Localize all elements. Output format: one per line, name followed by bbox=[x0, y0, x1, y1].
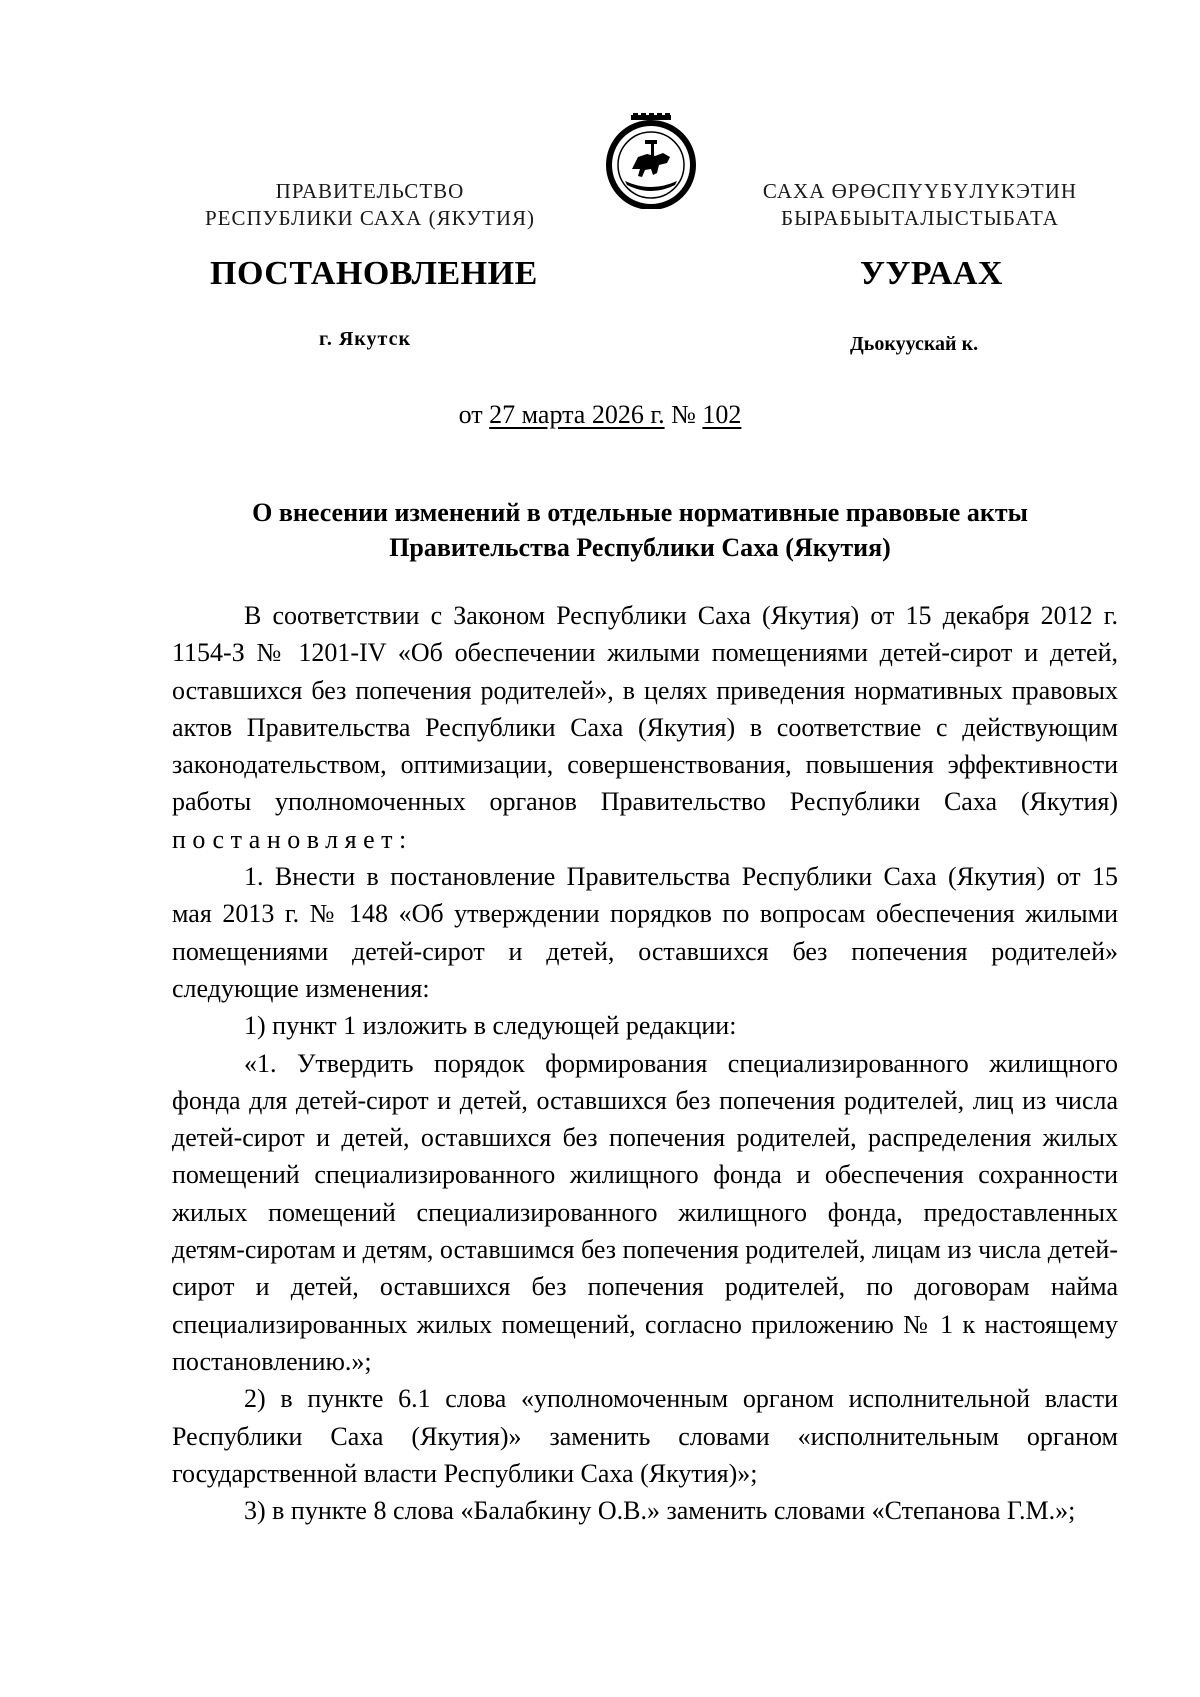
government-name-sakha-line2: БЫРАБЫЫТАЛЫСТЫБАТА bbox=[781, 206, 1059, 230]
item-1-3-paragraph: 3) в пункте 8 слова «Балабкину О.В.» заменить словами «Степанова Г.М.»; bbox=[244, 1496, 1076, 1526]
government-name-ru-line2: РЕСПУБЛИКИ САХА (ЯКУТИЯ) bbox=[204, 206, 536, 230]
coat-of-arms-emblem bbox=[605, 113, 697, 209]
document-title bbox=[160, 495, 1120, 565]
item-1-1-paragraph: 1) пункт 1 изложить в следующей редакции: bbox=[244, 1011, 737, 1041]
document-body bbox=[172, 597, 1118, 1529]
number-sign: № bbox=[671, 400, 696, 429]
item-1-1-text-paragraph: «1. Утвердить порядок формирования специализированного жилищного фонда для детей-сирот и детей, оставшихся без попечения родителей, лиц из числа детей-сирот и детей, оставшихся без попечения родителей, распределения жилых помещений специализированного жилищного фонда и обеспечения сохранности жилых помещений специализированного жилищного фонда, предоставленных детям-сиротам и детям, оставшимся без попечения родителей, лицам из числа детей-сирот и детей, оставшихся без попечения родителей, по договорам найма специализированных жилых помещений, согласно приложению № 1 к настоящему постановлению.»; bbox=[172, 1048, 1118, 1376]
doc-type-ru: ПОСТАНОВЛЕНИЕ bbox=[210, 255, 538, 292]
document-number: 102 bbox=[702, 400, 742, 429]
doc-type-sakha: УУРААХ bbox=[860, 255, 1003, 292]
document-title-line2: Правительства Республики Саха (Якутия) bbox=[389, 533, 891, 562]
government-name-ru bbox=[175, 178, 565, 232]
government-name-sakha bbox=[740, 178, 1100, 232]
date-prefix: от bbox=[458, 400, 483, 429]
government-name-ru-line1: ПРАВИТЕЛЬСТВО bbox=[275, 179, 465, 203]
government-name-sakha-line1: САХА ӨРӨСПҮҮБҮЛҮКЭТИН bbox=[762, 179, 1078, 203]
preamble-text: В соответствии с Законом Республики Саха (Якутия) от 15 декабря 2012 г. 1154-З № 1201-IV «Об обеспечении жилыми помещениями детей-сирот и детей, оставшихся без попечения родителей», в целях приведения нормативных правовых актов Правительства Республики Саха (Якутия) в соответствие с действующим законодательством, оптимизации, совершенствования, повышения эффективности работы уполномоченных органов Правительство Республики Саха (Якутия) bbox=[172, 601, 1118, 817]
date-number-line bbox=[0, 400, 1200, 430]
item-1-2-paragraph: 2) в пункте 6.1 слова «уполномоченным органом исполнительной власти Республики Саха (Якутия)» заменить словами «исполнительным органом государственной власти Республики Саха (Якутия)»; bbox=[172, 1384, 1118, 1488]
preamble-paragraph bbox=[172, 597, 1118, 858]
resolves-word: постановляет: bbox=[172, 824, 413, 854]
document-date: 27 марта 2026 г. bbox=[489, 400, 665, 429]
item-1-paragraph: 1. Внести в постановление Правительства Республики Саха (Якутия) от 15 мая 2013 г. № 148 «Об утверждении порядков по вопросам обеспечения жилыми помещениями детей-сирот и детей, оставшихся без попечения родителей» следующие изменения: bbox=[172, 862, 1118, 1003]
city-sakha: Дьокуускай к. bbox=[850, 333, 979, 355]
document-title-line1: О внесении изменений в отдельные нормативные правовые акты bbox=[252, 498, 1028, 527]
city-ru: г. Якутск bbox=[319, 328, 411, 350]
